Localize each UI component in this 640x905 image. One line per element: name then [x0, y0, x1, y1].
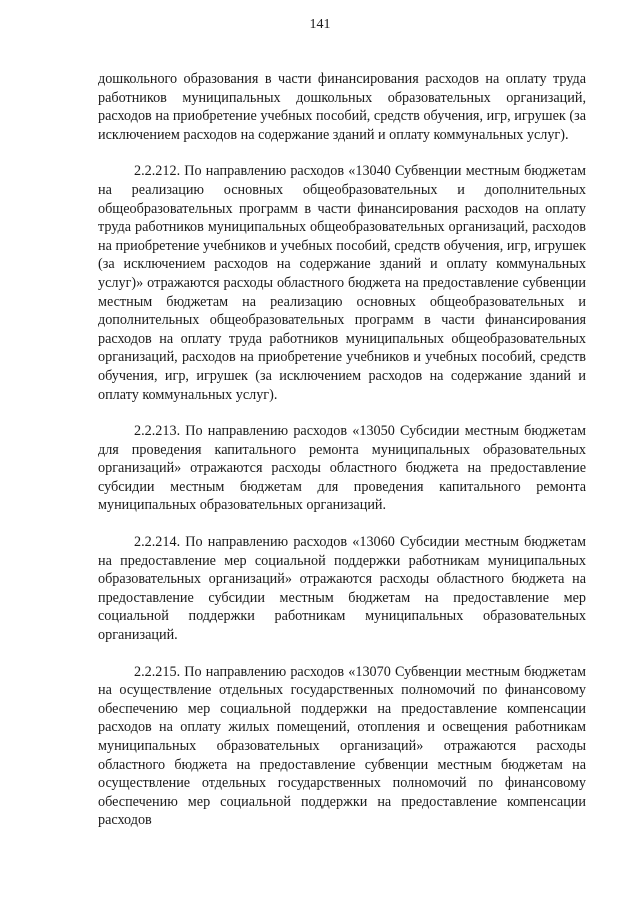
paragraph-2-2-214: 2.2.214. По направлению расходов «13060 Субсидии местным бюджетам на предоставление мер социальной поддержки работникам муниципальных образовательных организаций» отражаются расходы областного бюджета на предоставление субсидии местным бюджетам на предоставление мер социальной поддержки работникам муниципальных образовательных организаций.: [98, 534, 586, 644]
paragraph-2-2-213: 2.2.213. По направлению расходов «13050 Субсидии местным бюджетам для проведения капитального ремонта муниципальных образовательных организаций» отражаются расходы областного бюджета на предоставление субсидии местным бюджетам для проведения капитального ремонта муниципальных образовательных организаций.: [98, 423, 586, 514]
paragraph-2-2-215: 2.2.215. По направлению расходов «13070 Субвенции местным бюджетам на осуществление отдельных государственных полномочий по финансовому обеспечению мер социальной поддержки на предоставление компенсации расходов на оплату жилых помещений, отопления и освещения работникам муниципальных образовательных организаций» отражаются расходы областного бюджета на предоставление субвенции местным бюджетам на осуществление отдельных государственных полномочий по финансовому обеспечению мер социальной поддержки на предоставление компенсации расходов: [98, 663, 586, 829]
document-body: [98, 70, 586, 848]
paragraph-continued: дошкольного образования в части финансирования расходов на оплату труда работников муниципальных дошкольных образовательных организаций, расходов на приобретение учебных пособий, средств обучения, игр, игрушек (за исключением расходов на содержание зданий и оплату коммунальных услуг).: [98, 71, 586, 143]
paragraph-2-2-212: 2.2.212. По направлению расходов «13040 Субвенции местным бюджетам на реализацию основных общеобразовательных и дополнительных общеобразовательных программ в части финансирования расходов на оплату труда работников муниципальных общеобразовательных организаций, расходов на приобретение учебников и учебных пособий, средств обучения, игр, игрушек (за исключением расходов на содержание зданий и оплату коммунальных услуг)» отражаются расходы областного бюджета на предоставление субвенции местным бюджетам на реализацию основных общеобразовательных и дополнительных общеобразовательных программ в части финансирования расходов на оплату труда работников муниципальных общеобразовательных организаций, расходов на приобретение учебников и учебных пособий, средств обучения, игр, игрушек (за исключением расходов на содержание зданий и оплату коммунальных услуг).: [98, 163, 586, 403]
page-number: 141: [309, 17, 331, 32]
